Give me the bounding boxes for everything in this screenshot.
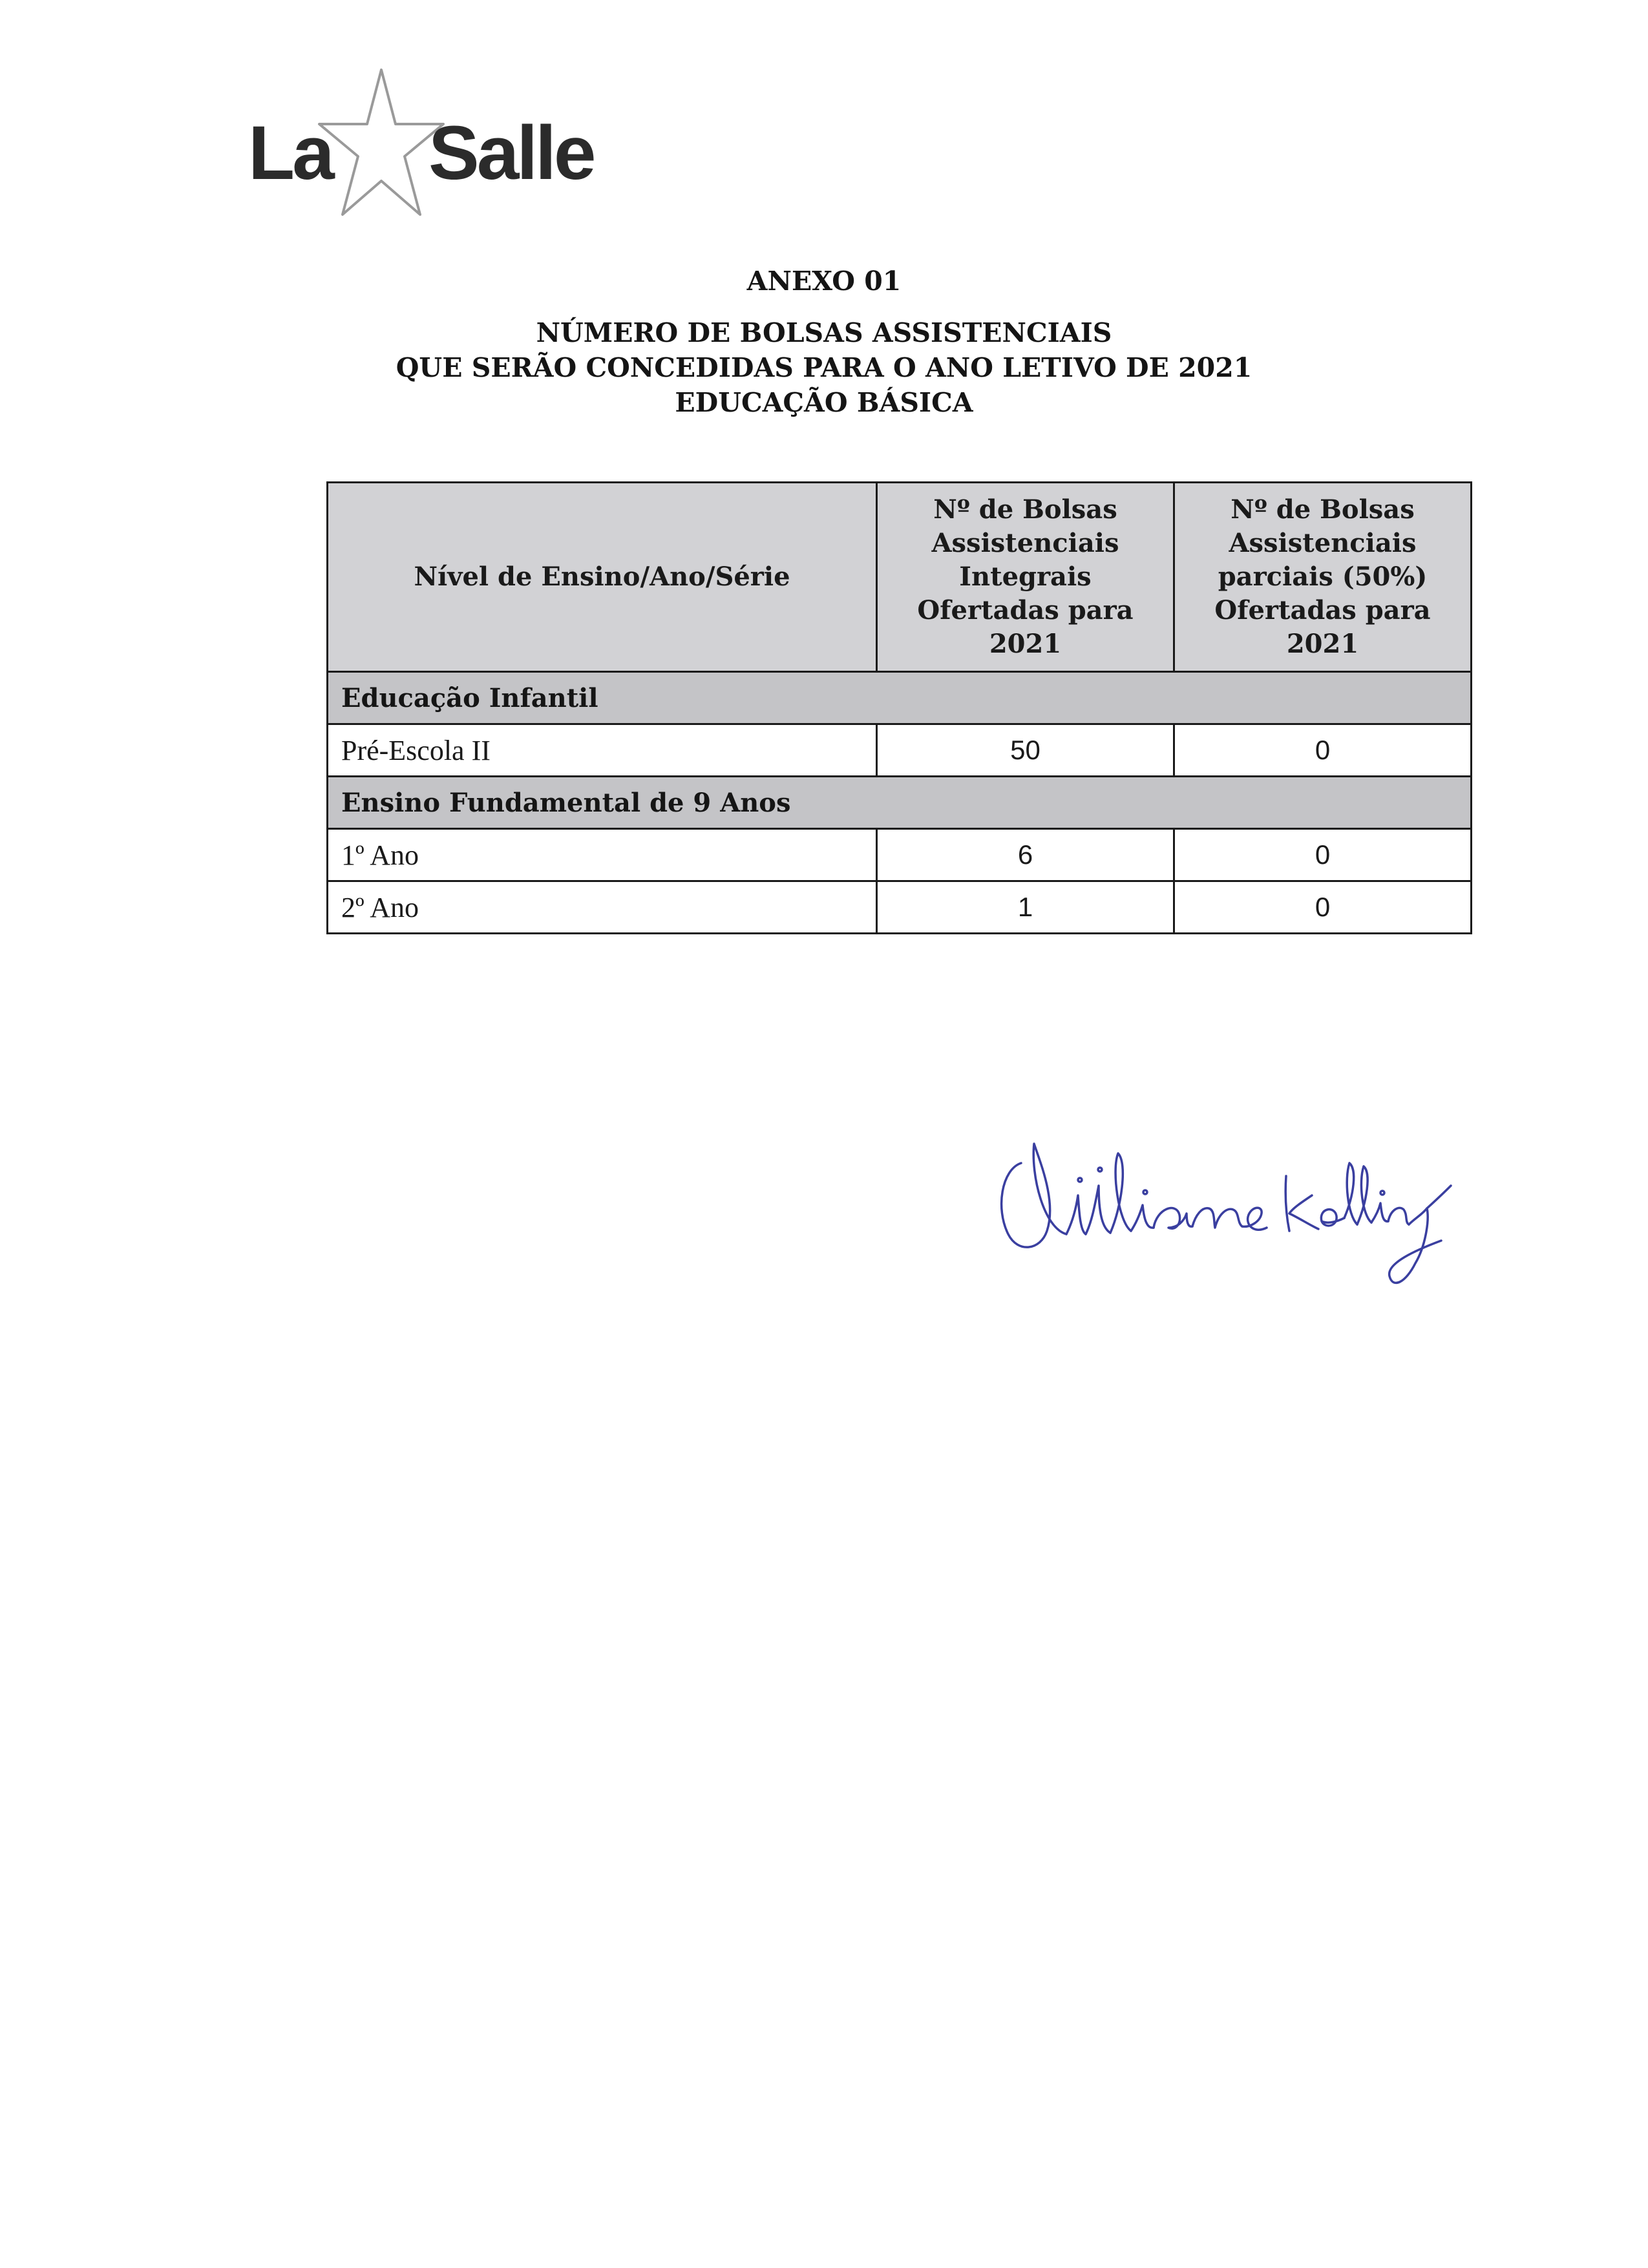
document-heading: [0, 315, 1648, 420]
group-label-fundamental: Ensino Fundamental de 9 Anos: [328, 777, 1472, 829]
table-group-row: [328, 672, 1472, 724]
table: [326, 481, 1472, 934]
header-level: [328, 483, 877, 672]
table-row: [328, 881, 1472, 934]
header-integral-line: Integrais: [959, 562, 1092, 592]
handwritten-signature: [995, 1124, 1461, 1305]
scholarship-table: [326, 481, 1470, 934]
heading-line-2: QUE SERÃO CONCEDIDAS PARA O ANO LETIVO DE 2021: [396, 352, 1252, 383]
row-partial: 0: [1174, 881, 1472, 934]
star-icon: [317, 65, 446, 220]
row-partial: 0: [1174, 829, 1472, 881]
heading-line-3: EDUCAÇÃO BÁSICA: [675, 387, 973, 418]
table-row: [328, 724, 1472, 777]
table-group-row: [328, 777, 1472, 829]
la-salle-logo: [246, 65, 607, 220]
header-partial-line: Ofertadas para: [1214, 595, 1431, 625]
header-partial-line: parciais (50%): [1218, 562, 1428, 592]
heading-line-1: NÚMERO DE BOLSAS ASSISTENCIAIS: [536, 317, 1112, 348]
header-integral: [877, 483, 1174, 672]
table-header-row: [328, 483, 1472, 672]
row-integral: 1: [877, 881, 1174, 934]
row-integral: 6: [877, 829, 1174, 881]
header-partial-line: Assistenciais: [1229, 528, 1417, 558]
table-row: [328, 829, 1472, 881]
header-partial: [1174, 483, 1472, 672]
annex-title: ANEXO 01: [746, 266, 902, 297]
header-integral-line: Assistenciais: [931, 528, 1119, 558]
row-level: 1º Ano: [328, 829, 877, 881]
row-level: Pré-Escola II: [328, 724, 877, 777]
header-partial-line: 2021: [1286, 629, 1359, 659]
group-label-infantil: Educação Infantil: [328, 672, 1472, 724]
row-integral: 50: [877, 724, 1174, 777]
logo-word-salle: Salle: [428, 110, 594, 196]
logo-word-la: La: [248, 110, 332, 196]
header-level-label: Nível de Ensino/Ano/Série: [414, 562, 790, 592]
header-partial-line: Nº de Bolsas: [1231, 494, 1415, 525]
header-integral-line: Nº de Bolsas: [933, 494, 1117, 525]
row-partial: 0: [1174, 724, 1472, 777]
header-integral-line: 2021: [989, 629, 1062, 659]
row-level: 2º Ano: [328, 881, 877, 934]
header-integral-line: Ofertadas para: [917, 595, 1134, 625]
